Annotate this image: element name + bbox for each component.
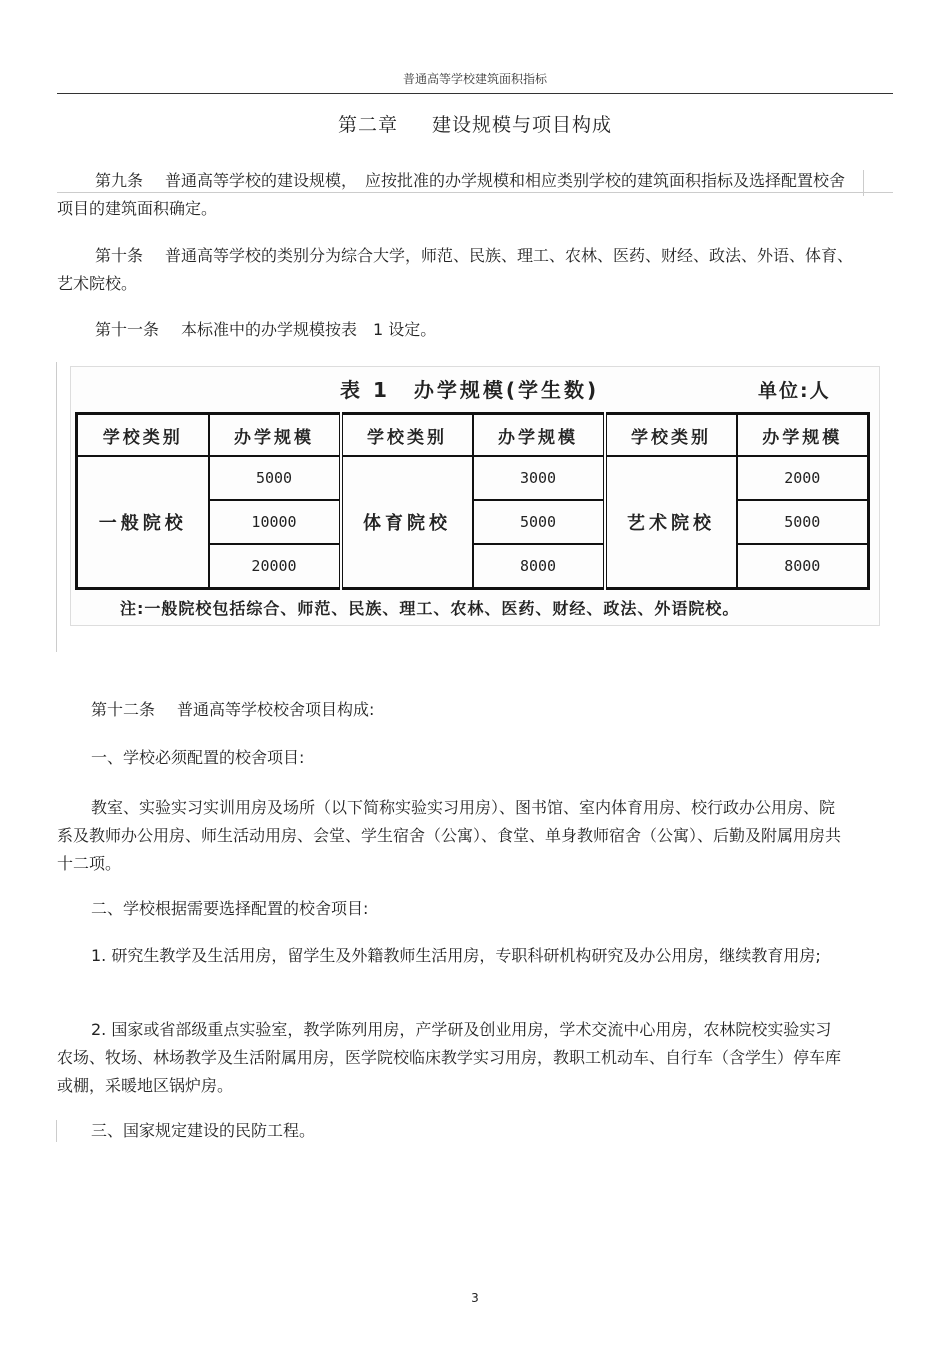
section-1-body: 教室、实验实习实训用房及场所（以下简称实验实习用房）、图书馆、室内体育用房、校行政办公用房、院系及教师办公用房、师生活动用房、会堂、学生宿舍（公寓）、食堂、单身教师宿舍（公寓）、后勤及附属用房共十二项。 xyxy=(57,798,842,873)
article-11-text: 本标准中的办学规模按表 1 设定。 xyxy=(181,320,437,339)
scale-cell: 3000 xyxy=(473,456,605,500)
scale-cell: 8000 xyxy=(737,544,869,589)
article-12 xyxy=(57,696,857,724)
col-header-scale: 办学规模 xyxy=(473,414,605,457)
scale-cell: 20000 xyxy=(209,544,341,589)
col-header-scale: 办学规模 xyxy=(737,414,869,457)
article-10 xyxy=(57,242,857,298)
table-title xyxy=(340,374,599,403)
col-header-type: 学校类别 xyxy=(77,414,209,457)
table-note: 注:一般院校包括综合、师范、民族、理工、农林、医药、财经、政法、外语院校。 xyxy=(120,599,740,618)
article-9 xyxy=(57,167,857,223)
article-9-label: 第九条 xyxy=(95,171,144,190)
col-header-scale: 办学规模 xyxy=(209,414,341,457)
section-2-item-1: 1. 研究生教学及生活用房，留学生及外籍教师生活用房，专职科研机构研究及办公用房，继续教育用房; xyxy=(91,946,821,965)
article-11-label: 第十一条 xyxy=(95,320,160,339)
scale-cell: 5000 xyxy=(737,500,869,544)
running-header: 普通高等学校建筑面积指标 xyxy=(402,72,547,86)
type-cell: 一般院校 xyxy=(77,456,209,589)
scale-cell: 2000 xyxy=(737,456,869,500)
scale-cell: 8000 xyxy=(473,544,605,589)
article-12-label: 第十二条 xyxy=(91,700,156,719)
article-10-text: 普通高等学校的类别分为综合大学，师范、民族、理工、农林、医药、财经、政法、外语、体育、艺术院校。 xyxy=(57,246,854,293)
type-cell: 体育院校 xyxy=(341,456,473,589)
section-2-item-2: 2. 国家或省部级重点实验室，教学陈列用房，产学研及创业用房，学术交流中心用房，农林院校实验实习农场、牧场、林场教学及生活附属用房，医学院校临床教学实习用房，教职工机动车、自行车（含学生）停车库或棚，采暖地区锅炉房。 xyxy=(57,1020,842,1095)
table-number: 表 1 xyxy=(340,378,390,402)
section-2-heading: 二、学校根据需要选择配置的校舍项目: xyxy=(91,899,369,918)
type-cell: 艺术院校 xyxy=(605,456,737,589)
chapter-number: 第二章 xyxy=(337,114,398,136)
article-11 xyxy=(57,316,857,344)
scale-cell: 10000 xyxy=(209,500,341,544)
article-12-text: 普通高等学校校舍项目构成: xyxy=(177,700,375,719)
header-rule xyxy=(57,93,893,94)
table-row xyxy=(77,456,869,500)
chapter-heading xyxy=(0,110,950,137)
guide-line xyxy=(56,362,57,652)
article-10-label: 第十条 xyxy=(95,246,144,265)
guide-line xyxy=(863,170,864,196)
col-header-type: 学校类别 xyxy=(605,414,737,457)
scale-cell: 5000 xyxy=(209,456,341,500)
page-number: 3 xyxy=(471,1291,479,1305)
table-caption: 办学规模(学生数) xyxy=(413,378,600,402)
table-header-row xyxy=(77,414,869,457)
section-3-heading: 三、国家规定建设的民防工程。 xyxy=(91,1121,316,1140)
article-9-text: 普通高等学校的建设规模， 应按批准的办学规模和相应类别学校的建筑面积指标及选择配置校舍项目的建筑面积确定。 xyxy=(57,171,846,218)
section-1-heading: 一、学校必须配置的校舍项目: xyxy=(91,748,305,767)
col-header-type: 学校类别 xyxy=(341,414,473,457)
table-unit: 单位:人 xyxy=(758,380,831,402)
scale-cell: 5000 xyxy=(473,500,605,544)
chapter-title: 建设规模与项目构成 xyxy=(432,114,613,136)
school-scale-table xyxy=(75,412,870,590)
